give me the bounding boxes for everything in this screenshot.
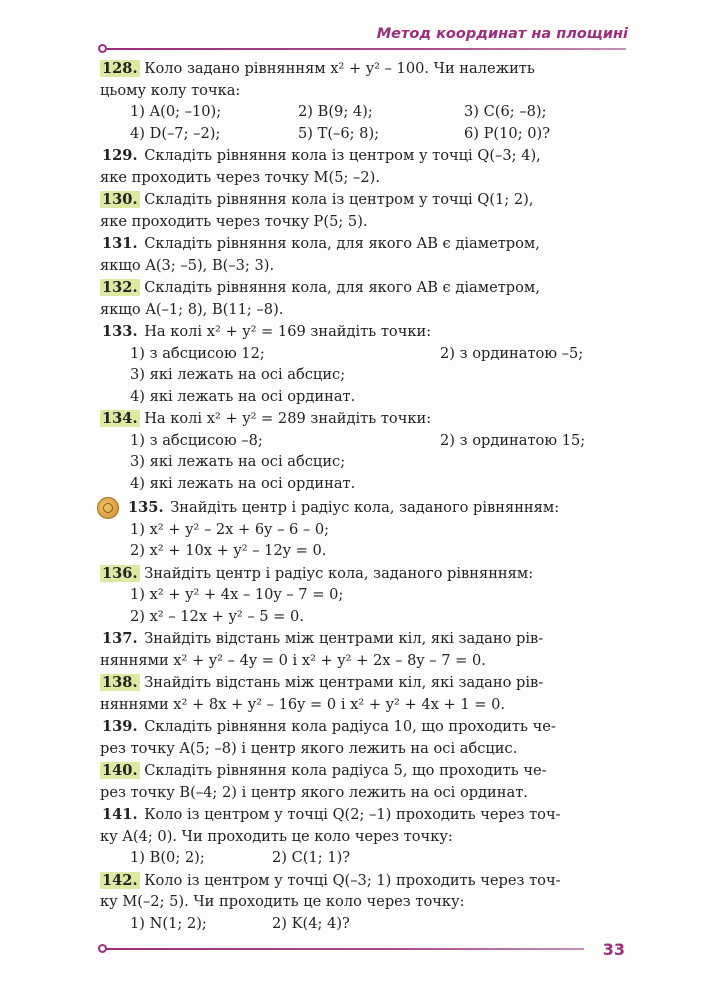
problem-131	[100, 233, 628, 276]
problem-number: 139.	[102, 718, 138, 735]
option: 1) з абсцисою 12;	[130, 344, 265, 362]
problem-133	[100, 321, 628, 407]
problem-text: Складіть рівняння кола, для якого AB є діаметром,	[144, 235, 540, 252]
options-row	[100, 847, 628, 869]
option: 2) з ординатою –5;	[440, 344, 584, 362]
footer-rule-dot	[98, 944, 107, 953]
problem-text: ку A(4; 0). Чи проходить це коло через точку:	[100, 827, 453, 845]
options-row	[100, 430, 628, 452]
problems-list	[100, 58, 628, 935]
problem-138	[100, 672, 628, 715]
problem-text: Коло із центром у точці Q(–3; 1) проходить через точ-	[144, 871, 561, 889]
difficulty-badge-icon	[97, 497, 119, 519]
option: 3) які лежать на осі абсцис;	[130, 453, 346, 470]
problem-text: яке проходить через точку M(5; –2).	[100, 168, 380, 186]
problem-text: няннями x² + 8x + y² – 16y = 0 і x² + y² + 4x + 1 = 0.	[100, 695, 506, 713]
problem-number: 134.	[102, 410, 138, 427]
problem-text: Знайдіть центр і радіус кола, заданого рівнянням:	[170, 499, 560, 516]
problem-number: 133.	[102, 323, 138, 340]
option: 2) K(4; 4)?	[272, 914, 350, 932]
problem-number: 141.	[102, 806, 138, 823]
problem-number: 138.	[102, 674, 138, 691]
problem-number: 128.	[102, 60, 138, 77]
option: 2) з ординатою 15;	[440, 431, 586, 449]
problem-number: 142.	[102, 871, 138, 889]
problem-text: Складіть рівняння кола із центром у точці Q(1; 2),	[144, 191, 534, 208]
problem-text: Коло задано рівнянням x² + y² – 100. Чи належить	[144, 60, 535, 77]
header-rule-dot	[98, 44, 107, 53]
option: 1) x² + y² – 2x + 6y – 6 – 0;	[130, 520, 330, 538]
option: 2) x² – 12x + y² – 5 = 0.	[130, 607, 304, 625]
problem-text: Знайдіть відстань між центрами кіл, які задано рів-	[144, 674, 544, 691]
option: 1) з абсцисою –8;	[130, 431, 263, 449]
problem-number: 137.	[102, 630, 138, 647]
problem-141	[100, 804, 628, 869]
problem-140	[100, 760, 628, 803]
problem-135	[100, 497, 628, 562]
footer-rule	[104, 948, 584, 950]
problem-text: рез точку B(–4; 2) і центр якого лежить на осі ординат.	[100, 783, 528, 801]
option: 2) B(9; 4);	[298, 103, 373, 120]
option: 4) які лежать на осі ординат.	[130, 387, 356, 405]
option: 6) P(10; 0)?	[464, 124, 551, 142]
options-row	[100, 101, 628, 123]
option: 3) C(6; –8);	[464, 103, 547, 120]
problem-136	[100, 563, 628, 628]
problem-text: рез точку A(5; –8) і центр якого лежить на осі абсцис.	[100, 739, 518, 757]
problem-text: Складіть рівняння кола із центром у точці Q(–3; 4),	[144, 147, 541, 164]
header-rule	[104, 48, 626, 50]
problem-number: 132.	[102, 279, 138, 296]
problem-139	[100, 716, 628, 759]
problem-text: На колі x² + y² = 169 знайдіть точки:	[144, 323, 432, 340]
option: 3) які лежать на осі абсцис;	[130, 366, 346, 383]
problem-142	[100, 870, 628, 935]
problem-text: Знайдіть центр і радіус кола, заданого рівнянням:	[144, 564, 534, 582]
option: 1) x² + y² + 4x – 10y – 7 = 0;	[130, 586, 344, 603]
problem-number: 140.	[102, 762, 138, 779]
page-header-title: Метод координат на площині	[376, 26, 628, 42]
problem-number: 130.	[102, 191, 138, 208]
problem-text: якщо A(–1; 8), B(11; –8).	[100, 300, 284, 318]
option: 2) x² + 10x + y² – 12y = 0.	[130, 542, 327, 559]
problem-number: 129.	[102, 147, 138, 164]
problem-text: ку M(–2; 5). Чи проходить це коло через точку:	[100, 893, 465, 910]
option: 1) B(0; 2);	[130, 849, 205, 866]
problem-text: цьому колу точка:	[100, 81, 241, 99]
problem-number: 135.	[128, 499, 164, 516]
problem-text: якщо A(3; –5), B(–3; 3).	[100, 256, 275, 274]
option: 4) D(–7; –2);	[130, 124, 221, 142]
problem-text: Складіть рівняння кола, для якого AB є діаметром,	[144, 279, 540, 296]
option: 5) T(–6; 8);	[298, 124, 380, 142]
problem-text: няннями x² + y² – 4y = 0 і x² + y² + 2x – 8y – 7 = 0.	[100, 651, 486, 669]
problem-132	[100, 277, 628, 320]
problem-134	[100, 408, 628, 494]
option: 1) A(0; –10);	[130, 103, 222, 120]
problem-130	[100, 189, 628, 232]
problem-text: яке проходить через точку P(5; 5).	[100, 212, 368, 230]
problem-137	[100, 628, 628, 671]
problem-text: Складіть рівняння кола радіуса 5, що проходить че-	[144, 762, 547, 779]
problem-number: 131.	[102, 235, 138, 252]
problem-text: Знайдіть відстань між центрами кіл, які задано рів-	[144, 630, 544, 647]
option: 2) C(1; 1)?	[272, 849, 351, 866]
option: 1) N(1; 2);	[130, 914, 207, 932]
page-number: 33	[602, 940, 625, 959]
problem-129	[100, 145, 628, 188]
problem-text: На колі x² + y² = 289 знайдіть точки:	[144, 410, 432, 427]
problem-128	[100, 58, 628, 144]
option: 4) які лежать на осі ординат.	[130, 474, 356, 492]
problem-text: Складіть рівняння кола радіуса 10, що проходить че-	[144, 718, 556, 735]
problem-text: Коло із центром у точці Q(2; –1) проходить через точ-	[144, 806, 561, 823]
options-row	[100, 343, 628, 365]
problem-number: 136.	[102, 564, 138, 582]
options-row	[100, 123, 628, 145]
options-row	[100, 913, 628, 935]
